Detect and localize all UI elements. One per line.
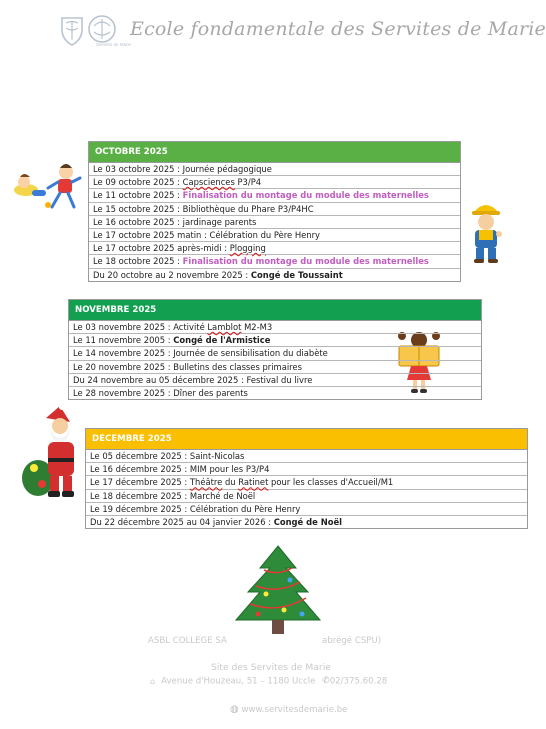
october-rows xyxy=(89,163,460,281)
row-bold: Congé de Toussaint xyxy=(250,269,343,280)
svg-text:Servites de Marie: Servites de Marie xyxy=(96,42,132,47)
calendar-row xyxy=(69,321,481,334)
row-pre: Du 22 décembre 2025 au 04 janvier 2026 : xyxy=(90,516,274,527)
row-text: Le 03 octobre 2025 : Journée pédagogique xyxy=(93,164,272,174)
calendar-row xyxy=(89,269,460,281)
calendar-row xyxy=(86,463,527,476)
santa-icon xyxy=(20,402,84,498)
row-pink: Finalisation du montage du module des maternelles xyxy=(182,190,429,201)
calendar-row xyxy=(69,334,481,347)
footer-asbl: ASBL COLLEGE SA xyxy=(148,636,227,646)
row-post: P3/P4 xyxy=(234,177,262,188)
row-squig: Théâtre xyxy=(189,477,223,488)
footer-web-line xyxy=(230,704,347,715)
footer-address: Avenue d'Houzeau, 51 – 1180 Uccle xyxy=(161,676,316,687)
october-table xyxy=(88,141,461,282)
row-text: Le 19 décembre 2025 : Célébration du Père Henry xyxy=(90,503,301,514)
calendar-row xyxy=(86,450,527,463)
row-text: Le 05 décembre 2025 : Saint-Nicolas xyxy=(90,451,245,461)
row-pre: Le 11 novembre 2005 : xyxy=(73,335,174,346)
row-squig: Lamblot xyxy=(207,322,242,332)
row-pre: Le 09 octobre 2025 : xyxy=(93,177,183,188)
calendar-row xyxy=(89,163,460,176)
calendar-row xyxy=(89,255,460,268)
row-text: Du 24 novembre au 05 décembre 2025 : Festival du livre xyxy=(73,374,313,385)
logo-crest-icon xyxy=(60,14,132,48)
november-table xyxy=(68,299,482,400)
calendar-row xyxy=(89,229,460,242)
calendar-row xyxy=(86,490,527,503)
calendar-row xyxy=(69,387,481,399)
row-post: pour les classes d'Accueil/M1 xyxy=(268,477,394,488)
calendar-row xyxy=(86,516,527,528)
calendar-row xyxy=(69,361,481,374)
calendar-row xyxy=(89,176,460,189)
row-pre: Le 17 décembre 2025 : xyxy=(90,477,190,488)
row-bold: Congé de Noël xyxy=(273,516,343,527)
row-mid: du xyxy=(222,477,239,488)
row-squig: Plogging xyxy=(229,243,266,254)
row-pink: Finalisation du montage du module des maternelles xyxy=(182,256,429,267)
calendar-row xyxy=(89,189,460,202)
footer-asbl-suffix: abrégé CSPU) xyxy=(322,636,382,646)
row-text: Le 28 novembre 2025 : Dîner des parents xyxy=(73,387,248,398)
row-pre: Le 11 octobre 2025 : xyxy=(93,190,183,201)
november-rows xyxy=(69,321,481,399)
december-rows xyxy=(86,450,527,528)
row-bold: Congé de l'Armistice xyxy=(173,335,271,346)
builder-icon xyxy=(466,198,506,264)
row-squig: Capsciences xyxy=(182,177,235,188)
row-post: M2-M3 xyxy=(241,322,273,332)
row-pre: Le 18 octobre 2025 : xyxy=(93,256,183,267)
row-text: Le 18 décembre 2025 : Marché de Noël xyxy=(90,490,256,501)
row-pre: Le 03 novembre 2025 : Activité xyxy=(73,322,208,332)
calendar-row xyxy=(89,216,460,229)
footer-web-link[interactable]: www.servitesdemarie.be xyxy=(241,705,348,715)
row-pre: Du 20 octobre au 2 novembre 2025 : xyxy=(93,269,251,280)
month-heading: OCTOBRE 2025 xyxy=(89,142,460,163)
calendar-row xyxy=(69,347,481,360)
row-pre: Le 17 octobre 2025 après-midi : xyxy=(93,243,230,254)
december-table xyxy=(85,428,528,529)
runner-kids-icon xyxy=(10,160,82,215)
calendar-row xyxy=(86,503,527,516)
footer-site: Site des Servites de Marie xyxy=(211,662,331,673)
month-heading: NOVEMBRE 2025 xyxy=(69,300,481,321)
footer-phone: 02/375.60.28 xyxy=(329,676,388,687)
globe-icon: ◍ xyxy=(230,704,239,715)
row-text: Le 16 octobre 2025 : jardinage parents xyxy=(93,216,257,227)
month-heading: DECEMBRE 2025 xyxy=(86,429,527,450)
row-text: Le 20 novembre 2025 : Bulletins des classes primaires xyxy=(73,361,302,372)
row-text: Le 14 novembre 2025 : Journée de sensibilisation du diabète xyxy=(73,348,328,359)
page-title: Ecole fondamentale des Servites de Marie xyxy=(130,18,546,40)
row-text: Le 17 octobre 2025 matin : Célébration du Père Henry xyxy=(93,229,321,240)
row-squig2: Ratinet xyxy=(238,477,269,488)
christmas-tree-icon xyxy=(226,544,330,642)
home-icon: ⌂ xyxy=(150,676,156,686)
footer-address-line xyxy=(150,676,387,687)
calendar-row xyxy=(69,374,481,387)
phone-icon: ✆ xyxy=(322,676,330,686)
row-text: Le 15 octobre 2025 : Bibliothèque du Phare P3/P4HC xyxy=(93,203,314,214)
row-text: Le 16 décembre 2025 : MIM pour les P3/P4 xyxy=(90,464,270,475)
calendar-row xyxy=(89,242,460,255)
calendar-row xyxy=(86,476,527,489)
calendar-row xyxy=(89,203,460,216)
